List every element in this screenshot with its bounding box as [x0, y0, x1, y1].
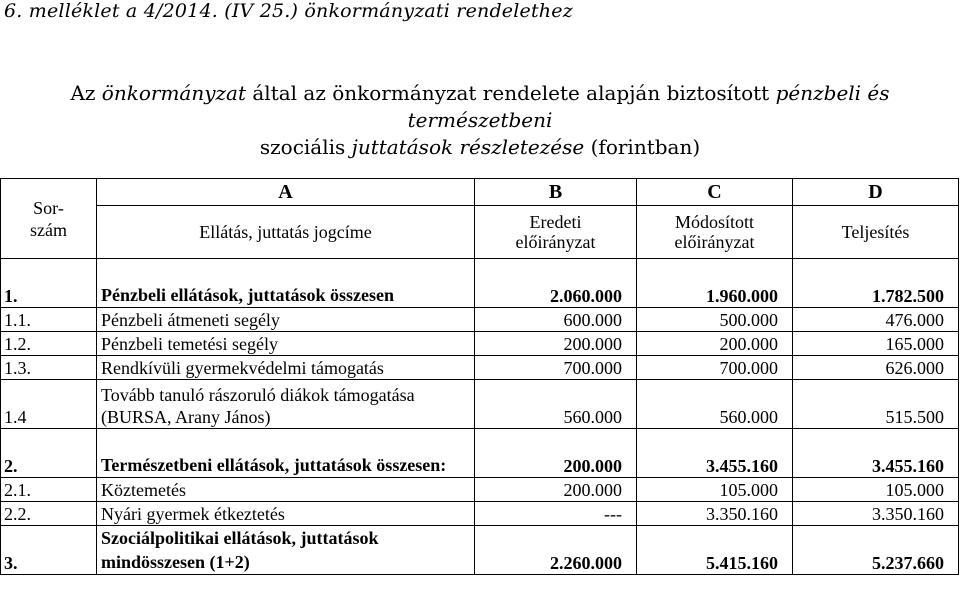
title-text: által az önkormányzat rendelete alapján biztosított — [252, 81, 770, 105]
row-modositott: 3.455.160 — [637, 429, 793, 478]
row-modositott: 1.960.000 — [637, 259, 793, 308]
row-teljesites: 165.000 — [793, 332, 959, 356]
row-modositott: 5.415.160 — [637, 526, 793, 575]
table-row — [1, 478, 959, 502]
col-letter-c: C — [637, 179, 793, 206]
title-text: (forintban) — [590, 135, 701, 159]
table-row — [1, 526, 959, 575]
row-modositott: 500.000 — [637, 308, 793, 332]
col-letter-a: A — [97, 179, 475, 206]
table-row — [1, 380, 959, 429]
row-index: 1.4 — [1, 380, 97, 429]
table-row — [1, 332, 959, 356]
row-label: Nyári gyermek étkeztetés — [97, 502, 475, 526]
col-header-teljesites: Teljesítés — [793, 206, 959, 259]
row-teljesites: 3.455.160 — [793, 429, 959, 478]
row-modositott: 700.000 — [637, 356, 793, 380]
table-row — [1, 429, 959, 478]
header-note: 6. melléklet a 4/2014. (IV 25.) önkormányzati rendelethez — [4, 0, 573, 22]
row-modositott: 560.000 — [637, 380, 793, 429]
col-letter-b: B — [475, 179, 637, 206]
row-teljesites: 515.500 — [793, 380, 959, 429]
title-line-1 — [0, 80, 960, 134]
row-eredeti: 700.000 — [475, 356, 637, 380]
title-text: Az — [70, 81, 96, 105]
row-index: 1.2. — [1, 332, 97, 356]
col-header-jogcim: Ellátás, juttatás jogcíme — [97, 206, 475, 259]
title-italic: juttatások részletezése — [351, 135, 585, 159]
row-label: Szociálpolitikai ellátások, juttatások mindösszesen (1+2) — [97, 526, 475, 575]
col-header-eredeti: Eredeti előirányzat — [475, 206, 637, 259]
row-index: 1.3. — [1, 356, 97, 380]
table-row — [1, 356, 959, 380]
table-row — [1, 308, 959, 332]
row-eredeti: 200.000 — [475, 332, 637, 356]
row-teljesites: 1.782.500 — [793, 259, 959, 308]
col-header-modositott: Módosított előirányzat — [637, 206, 793, 259]
row-index: 2.2. — [1, 502, 97, 526]
row-index: 2.1. — [1, 478, 97, 502]
row-modositott: 105.000 — [637, 478, 793, 502]
row-eredeti: --- — [475, 502, 637, 526]
benefits-table — [0, 178, 959, 575]
row-modositott: 3.350.160 — [637, 502, 793, 526]
row-teljesites: 476.000 — [793, 308, 959, 332]
row-teljesites: 626.000 — [793, 356, 959, 380]
row-label: Pénzbeli temetési segély — [97, 332, 475, 356]
row-eredeti: 600.000 — [475, 308, 637, 332]
row-label: Tovább tanuló rászoruló diákok támogatása (BURSA, Arany János) — [97, 380, 475, 429]
row-teljesites: 105.000 — [793, 478, 959, 502]
table-row — [1, 259, 959, 308]
title-italic: önkormányzat — [101, 81, 247, 105]
col-letter-d: D — [793, 179, 959, 206]
row-modositott: 200.000 — [637, 332, 793, 356]
row-index: 3. — [1, 526, 97, 575]
row-eredeti: 2.260.000 — [475, 526, 637, 575]
row-teljesites: 3.350.160 — [793, 502, 959, 526]
title-text: szociális — [259, 135, 346, 159]
col-header-sorszam: Sor- szám — [1, 179, 97, 259]
row-index: 2. — [1, 429, 97, 478]
row-eredeti: 2.060.000 — [475, 259, 637, 308]
row-eredeti: 560.000 — [475, 380, 637, 429]
page-title — [0, 80, 960, 161]
row-teljesites: 5.237.660 — [793, 526, 959, 575]
row-label: Pénzbeli ellátások, juttatások összesen — [97, 259, 475, 308]
row-label: Rendkívüli gyermekvédelmi támogatás — [97, 356, 475, 380]
row-eredeti: 200.000 — [475, 478, 637, 502]
row-eredeti: 200.000 — [475, 429, 637, 478]
row-label: Köztemetés — [97, 478, 475, 502]
title-italic: pénzbeli és természetbeni — [407, 81, 890, 132]
row-label: Pénzbeli átmeneti segély — [97, 308, 475, 332]
title-line-2 — [0, 134, 960, 161]
table-row — [1, 502, 959, 526]
row-index: 1.1. — [1, 308, 97, 332]
row-index: 1. — [1, 259, 97, 308]
row-label: Természetbeni ellátások, juttatások összesen: — [97, 429, 475, 478]
